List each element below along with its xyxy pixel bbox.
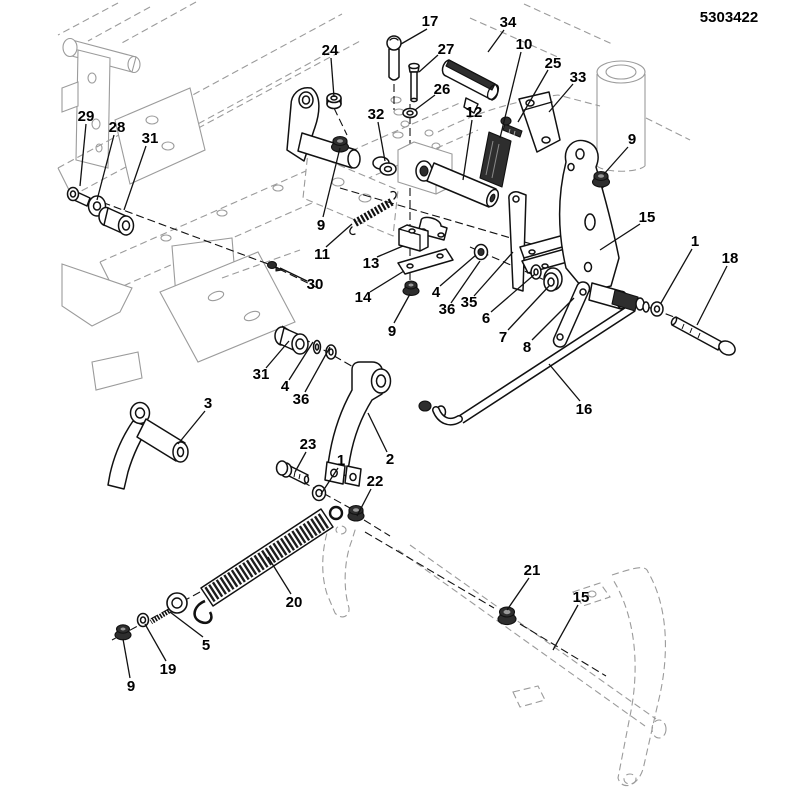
washer-4-mid (314, 341, 321, 354)
callout-leader-line (266, 341, 289, 368)
callout-label: 15 (638, 209, 656, 226)
pad-10 (480, 132, 511, 187)
callout-label: 16 (575, 401, 593, 418)
spring-20 (195, 507, 342, 623)
callout-label: 15 (572, 589, 590, 606)
callout-label: 22 (366, 473, 384, 490)
washer-4-36-mid (475, 245, 488, 260)
callout-leader-line (280, 268, 307, 281)
lower-lift-assembly (323, 523, 666, 786)
callout-19-40 (145, 624, 176, 678)
lever-3 (108, 403, 188, 490)
callout-34-1 (488, 14, 517, 52)
bolt-23 (277, 461, 309, 484)
callout-leader-line (507, 578, 529, 610)
callout-leader-line (419, 55, 438, 72)
callout-label: 5 (201, 637, 211, 654)
callout-6-26 (482, 274, 535, 327)
callout-label: 35 (460, 294, 478, 311)
callout-label: 14 (354, 289, 372, 306)
callout-leader-line (370, 271, 404, 292)
bolt-27 (409, 64, 419, 102)
drawing-number: 5303422 (699, 9, 759, 26)
clamp-13 (399, 217, 447, 251)
bolt-17 (387, 36, 401, 80)
callout-leader-line (415, 95, 435, 110)
callout-leader-line (549, 364, 580, 401)
callout-leader-line (357, 489, 371, 516)
callout-leader-line (331, 58, 334, 97)
callout-label: 30 (306, 276, 324, 293)
callout-20-38 (268, 557, 302, 611)
callout-26-7 (415, 81, 450, 110)
callout-leader-line (123, 639, 130, 678)
callout-label: 9 (126, 678, 136, 695)
callout-15-43 (553, 589, 589, 650)
callout-label: 20 (285, 594, 303, 611)
callout-9-41 (123, 639, 135, 695)
callout-label: 28 (108, 119, 126, 136)
callout-label: 29 (77, 108, 95, 125)
callout-9-22 (388, 294, 410, 340)
callout-label: 10 (515, 36, 533, 53)
callout-leader-line (378, 122, 385, 161)
callout-leader-line (326, 224, 352, 247)
callout-label: 27 (437, 41, 455, 58)
callout-label: 25 (544, 55, 562, 72)
callout-label: 31 (252, 366, 270, 383)
callout-label: 13 (362, 255, 380, 272)
callout-label: 19 (159, 661, 177, 678)
callout-16-29 (549, 364, 592, 418)
washer-1-lower (313, 486, 326, 501)
callout-label: 32 (367, 106, 385, 123)
callout-13-19 (363, 246, 403, 272)
callout-12-9 (463, 104, 482, 180)
callout-3-33 (178, 395, 212, 444)
callout-leader-line (377, 246, 403, 257)
callout-label: 36 (438, 301, 456, 318)
callout-label: 4 (280, 378, 290, 395)
bracket-33 (519, 92, 560, 152)
washer-1-right (651, 302, 663, 316)
callout-label: 9 (316, 217, 326, 234)
callout-21-42 (507, 562, 540, 610)
callout-label: 8 (522, 339, 532, 356)
callout-label: 12 (465, 104, 483, 121)
callout-leader-line (500, 52, 521, 138)
callout-leader-line (697, 266, 727, 325)
link-8 (554, 282, 590, 347)
callout-leader-line (553, 605, 578, 650)
callout-7-27 (499, 285, 550, 346)
callout-leader-line (170, 612, 203, 637)
callout-label: 31 (141, 130, 159, 147)
callout-leader-line (401, 29, 427, 44)
callout-14-21 (355, 271, 404, 306)
callout-24-6 (322, 42, 339, 97)
callout-22-37 (357, 473, 383, 516)
bolt-18 (670, 317, 737, 358)
callout-17-0 (401, 13, 438, 44)
callout-label: 4 (431, 284, 441, 301)
callout-32-8 (368, 106, 385, 161)
callout-label: 33 (569, 69, 587, 86)
callout-label: 24 (321, 42, 339, 59)
callout-9-14 (604, 131, 636, 174)
bolt-29 (68, 188, 91, 207)
callout-label: 9 (387, 323, 397, 340)
callout-label: 1 (336, 452, 346, 469)
callout-label: 11 (314, 246, 330, 263)
callout-23-35 (295, 436, 316, 472)
callout-leader-line (368, 413, 387, 452)
callout-18-17 (697, 250, 738, 325)
lever-2 (325, 362, 391, 486)
flange-nut-9-bottom (115, 625, 131, 640)
bushing-31-mid (275, 327, 308, 354)
callout-36-32 (293, 347, 330, 408)
callout-label: 3 (203, 395, 213, 412)
washer-19 (138, 614, 149, 627)
callout-label: 18 (721, 250, 739, 267)
callout-label: 7 (498, 329, 508, 346)
callout-label: 36 (292, 391, 310, 408)
callout-label: 26 (433, 81, 451, 98)
callout-label: 17 (421, 13, 439, 30)
callout-1-16 (661, 233, 699, 303)
callout-label: 21 (523, 562, 541, 579)
callout-leader-line (145, 624, 166, 661)
callout-leader-line (488, 30, 504, 52)
callout-label: 23 (299, 436, 317, 453)
callout-33-5 (549, 69, 586, 112)
flange-nut-9-right (593, 172, 610, 188)
callout-label: 1 (690, 233, 700, 250)
part-bellcrank-lever (287, 88, 360, 168)
callout-5-39 (170, 612, 210, 654)
callout-leader-line (463, 120, 472, 180)
callout-label: 9 (627, 131, 637, 148)
plate-14 (398, 249, 453, 274)
callout-leader-line (394, 294, 410, 323)
callout-leader-line (295, 452, 306, 472)
callout-leader-line (178, 411, 205, 444)
strap-35 (509, 192, 526, 291)
callout-leader-line (604, 147, 628, 174)
callout-label: 34 (499, 14, 517, 31)
screw-30 (268, 262, 283, 272)
callout-31-30 (253, 341, 289, 383)
callout-leader-line (661, 249, 692, 303)
eye-bolt-5 (151, 593, 187, 622)
flange-nut-9-mid (403, 281, 419, 296)
callout-2-34 (368, 413, 394, 468)
callout-label: 2 (385, 451, 395, 468)
callout-label: 6 (481, 310, 491, 327)
